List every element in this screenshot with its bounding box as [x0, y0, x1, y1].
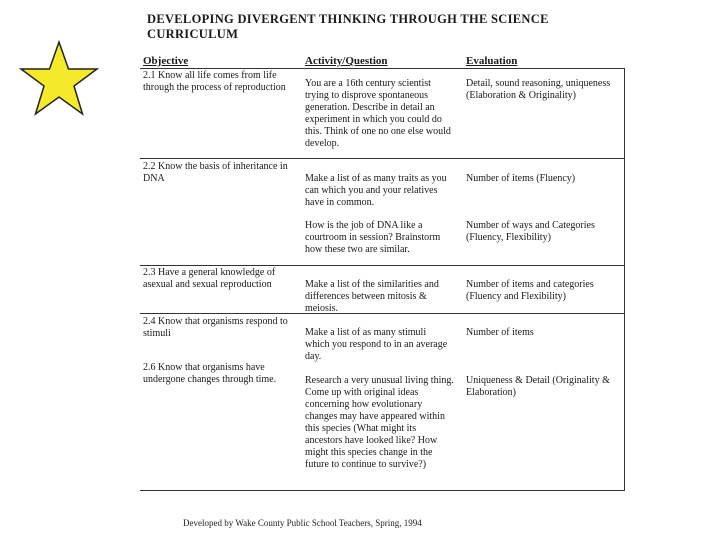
- row-rule: [140, 313, 625, 314]
- star-icon: [18, 40, 100, 118]
- row-rule: [140, 265, 625, 266]
- row-objective: 2.4 Know that organisms respond to stimuli: [143, 316, 288, 339]
- document-footer: Developed by Wake County Public School Teachers, Spring, 1994: [183, 518, 422, 528]
- header-rule: [140, 68, 625, 69]
- row-activity: How is the job of DNA like a courtroom in session? Brainstorm how these two are similar.: [305, 220, 441, 255]
- row-evaluation: Detail, sound reasoning, uniqueness (Elaboration & Originality): [466, 78, 611, 101]
- row-evaluation: Uniqueness & Detail (Originality & Elaboration): [466, 375, 610, 398]
- evaluation-header: Evaluation: [466, 55, 518, 67]
- row-activity: Research a very unusual living thing. Come up with original ideas concerning how evolutionary changes may have appeared within this species (What might its ancestors have looked like? How might this species change in the future to continue to survive?): [305, 375, 454, 470]
- row-rule: [140, 158, 625, 159]
- row-evaluation: Number of items (Fluency): [466, 173, 576, 184]
- table-bottom-rule: [140, 490, 625, 491]
- row-objective: 2.1 Know all life comes from life through the process of reproduction: [143, 70, 286, 93]
- row-evaluation: Number of ways and Categories (Fluency, Flexibility): [466, 220, 595, 243]
- row-evaluation: Number of items: [466, 327, 534, 338]
- activity-header: Activity/Question: [305, 55, 388, 67]
- row-activity: Make a list of as many traits as you can which you and your relatives have in common.: [305, 173, 447, 208]
- document-title: DEVELOPING DIVERGENT THINKING THROUGH THE SCIENCE CURRICULUM: [147, 12, 549, 41]
- row-evaluation: Number of items and categories (Fluency and Flexibility): [466, 279, 594, 302]
- row-activity: Make a list of as many stimuli which you respond to in an average day.: [305, 327, 448, 362]
- row-objective: 2.2 Know the basis of inheritance in DNA: [143, 161, 288, 184]
- row-objective: 2.6 Know that organisms have undergone changes through time.: [143, 362, 277, 385]
- objective-header: Objective: [143, 55, 189, 67]
- row-activity: You are a 16th century scientist trying to disprove spontaneous generation. Describe in detail an experiment in which you could do this. Think of one no one else would develop.: [305, 78, 451, 149]
- row-activity: Make a list of the similarities and differences between mitosis & meiosis.: [305, 279, 439, 314]
- table-right-border: [624, 68, 625, 491]
- row-objective: 2.3 Have a general knowledge of asexual and sexual reproduction: [143, 267, 276, 290]
